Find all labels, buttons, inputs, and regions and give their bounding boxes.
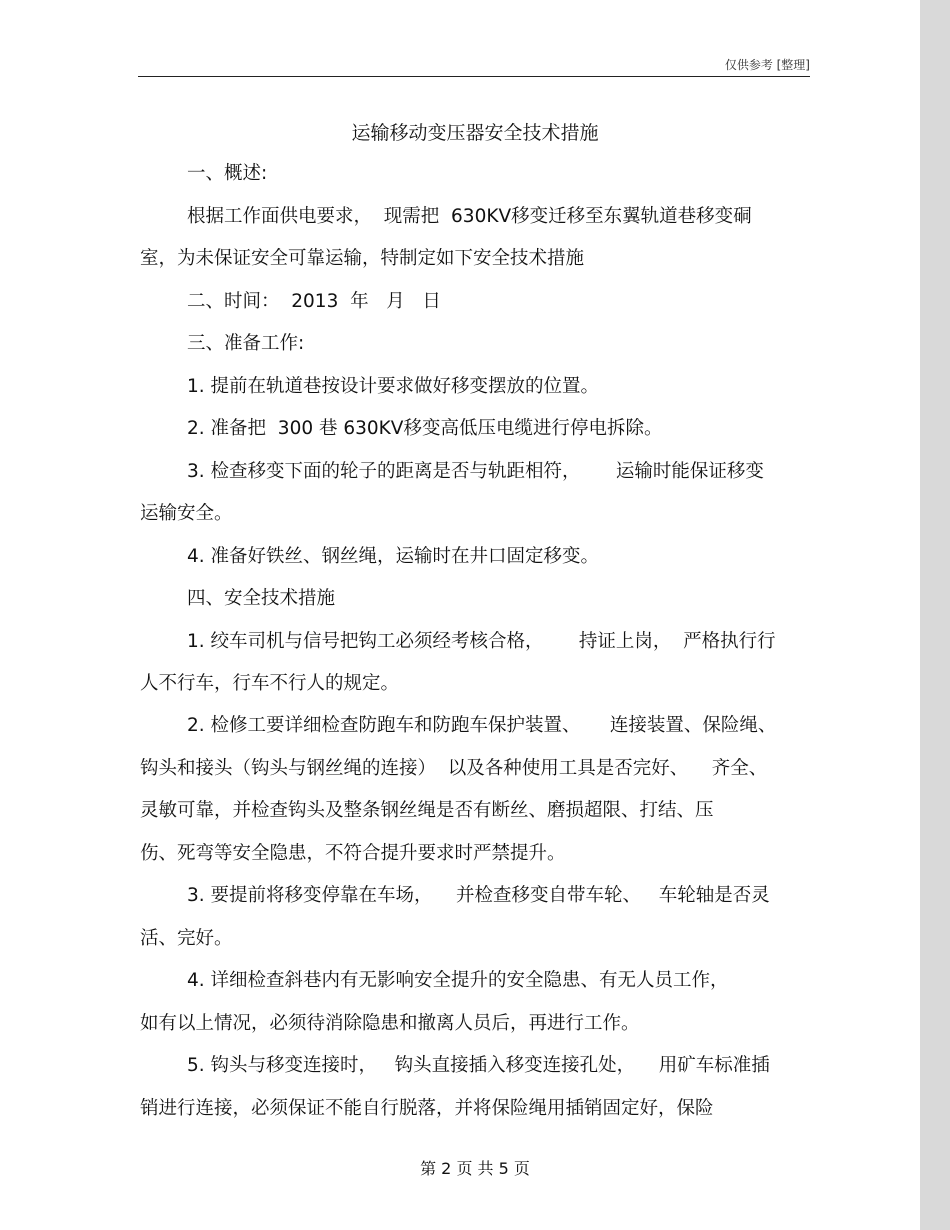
header-rule xyxy=(138,76,810,77)
list-item-continuation: 如有以上情况，必须待消除隐患和撤离人员后，再进行工作。 xyxy=(140,1013,640,1034)
page-edge-shadow xyxy=(920,0,950,1230)
list-item: 5. 钩头与移变连接时， 钩头直接插入移变连接孔处， 用矿车标准插 xyxy=(187,1055,770,1076)
list-item: 1. 绞车司机与信号把钩工必须经考核合格， 持证上岗， 严格执行行 xyxy=(187,631,776,652)
list-item-continuation: 伤、死弯等安全隐患，不符合提升要求时严禁提升。 xyxy=(140,843,566,864)
list-item: 1. 提前在轨道巷按设计要求做好移变摆放的位置。 xyxy=(187,376,600,397)
list-item: 2. 准备把 300 巷 630KV移变高低压电缆进行停电拆除。 xyxy=(187,418,663,439)
list-item-continuation: 运输安全。 xyxy=(140,503,233,524)
section-heading-safety: 四、安全技术措施 xyxy=(187,588,336,609)
document-title: 运输移动变压器安全技术措施 xyxy=(351,122,599,144)
list-item-continuation: 活、完好。 xyxy=(140,928,233,949)
list-item-continuation: 灵敏可靠，并检查钩头及整条钢丝绳是否有断丝、磨损超限、打结、压 xyxy=(140,800,714,821)
list-item: 4. 详细检查斜巷内有无影响安全提升的安全隐患、有无人员工作， xyxy=(187,970,729,991)
paragraph-line: 根据工作面供电要求， 现需把 630KV移变迁移至东翼轨道巷移变硐 xyxy=(187,206,752,227)
list-item-continuation: 钩头和接头（钩头与钢丝绳的连接） 以及各种使用工具是否完好、 齐全、 xyxy=(140,758,768,779)
list-item: 3. 要提前将移变停靠在车场， 并检查移变自带车轮、 车轮轴是否灵 xyxy=(187,885,770,906)
list-item: 4. 准备好铁丝、钢丝绳，运输时在井口固定移变。 xyxy=(187,546,600,567)
list-item: 2. 检修工要详细检查防跑车和防跑车保护装置、 连接装置、保险绳、 xyxy=(187,715,777,736)
list-item: 3. 检查移变下面的轮子的距离是否与轨距相符， 运输时能保证移变 xyxy=(187,461,764,482)
list-item-continuation: 销进行连接，必须保证不能自行脱落，并将保险绳用插销固定好，保险 xyxy=(140,1098,714,1119)
section-heading-time: 二、时间： 2013 年 月 日 xyxy=(187,291,441,312)
page-number: 第 2 页 共 5 页 xyxy=(420,1159,530,1178)
section-heading-overview: 一、概述: xyxy=(187,163,268,184)
list-item-continuation: 人不行车，行车不行人的规定。 xyxy=(140,673,400,694)
paragraph-line: 室，为未保证安全可靠运输，特制定如下安全技术措施 xyxy=(140,248,585,269)
header-note: 仅供参考 [整理] xyxy=(724,58,810,72)
section-heading-preparation: 三、准备工作: xyxy=(187,333,305,354)
